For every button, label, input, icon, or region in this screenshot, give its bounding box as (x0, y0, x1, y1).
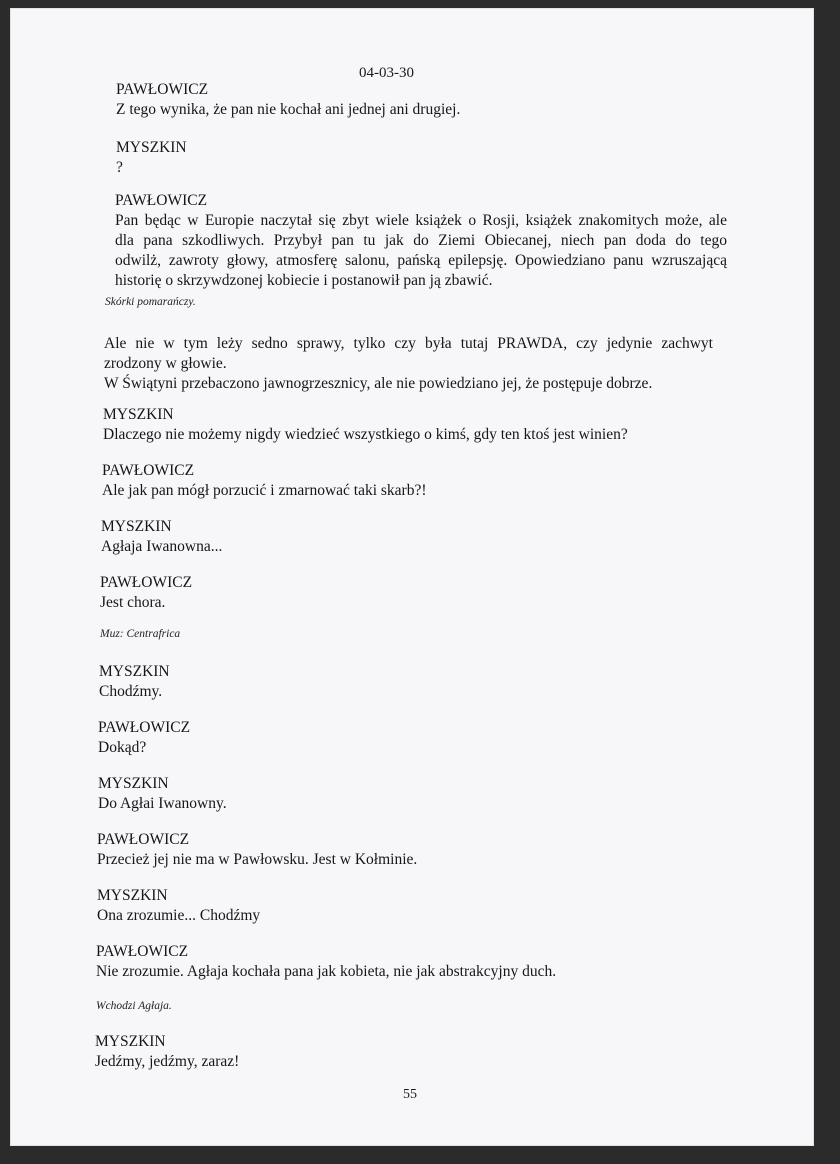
dialogue-block (98, 718, 190, 758)
speaker-name: PAWŁOWICZ (98, 719, 191, 736)
dialogue-line: Do Agłai Iwanowny. (98, 795, 227, 812)
dialogue-line: Z tego wynika, że pan nie kochał ani jednej ani drugiej. (116, 101, 461, 118)
dialogue-line: Jedźmy, jedźmy, zaraz! (95, 1053, 240, 1070)
dialogue-line: odwilż, zawroty głowy, atmosferę salonu, pańską epilepsję. Opowiedziano panu wzruszającą (115, 252, 727, 269)
dialogue-block (97, 886, 260, 926)
dialogue-line: W Świątyni przebaczono jawnogrzesznicy, ale nie powiedziano jej, że postępuje dobrze. (104, 375, 653, 392)
speaker-name: PAWŁOWICZ (96, 943, 189, 960)
dialogue-block (115, 191, 727, 291)
speaker-name: PAWŁOWICZ (102, 462, 195, 479)
speaker-name: PAWŁOWICZ (115, 192, 208, 209)
header-date: 04-03-30 (359, 65, 414, 81)
dialogue-block (95, 1032, 239, 1072)
speaker-name: MYSZKIN (116, 139, 187, 156)
dialogue-line: Dlaczego nie możemy nigdy wiedzieć wszystkiego o kimś, gdy ten ktoś jest winien? (103, 426, 628, 443)
speaker-name: MYSZKIN (98, 775, 169, 792)
dialogue-block (116, 138, 187, 178)
dialogue-block (103, 405, 628, 445)
dialogue-line: Ona zrozumie... Chodźmy (97, 907, 261, 924)
speaker-name: MYSZKIN (99, 663, 170, 680)
dialogue-block (102, 461, 427, 501)
speaker-name: PAWŁOWICZ (97, 831, 190, 848)
document-page (10, 8, 814, 1146)
speaker-name: PAWŁOWICZ (116, 81, 209, 98)
dialogue-line: dla pana szkodliwych. Przybył pan tu jak do Ziemi Obiecanej, niech pan doda do tego (115, 232, 727, 249)
dialogue-line: Ale jak pan mógł porzucić i zmarnować taki skarb?! (102, 482, 427, 499)
dialogue-line: ? (116, 159, 123, 176)
dialogue-block (99, 662, 170, 702)
dialogue-block (98, 774, 227, 814)
dialogue-line: zrodzony w głowie. (104, 355, 227, 372)
dialogue-line: Pan będąc w Europie naczytał się zbyt wiele książek o Rosji, książek znakomitych może, ale (115, 212, 727, 229)
dialogue-line: Jest chora. (100, 594, 166, 611)
stage-direction: Wchodzi Agłaja. (96, 1000, 172, 1012)
page-number: 55 (403, 1087, 417, 1102)
dialogue-line: Nie zrozumie. Agłaja kochała pana jak kobieta, nie jak abstrakcyjny duch. (96, 963, 557, 980)
dialogue-line: Dokąd? (98, 739, 147, 756)
stage-direction: Muz: Centrafrica (100, 628, 181, 640)
dialogue-block (116, 80, 460, 120)
dialogue-line: Przecież jej nie ma w Pawłowsku. Jest w Kołminie. (97, 851, 418, 868)
dialogue-block (96, 942, 556, 982)
stage-direction: Skórki pomarańczy. (105, 296, 196, 308)
speaker-name: MYSZKIN (95, 1033, 166, 1050)
dialogue-line: historię o skrzywdzonej kobiecie i postanowił pan ją zbawić. (115, 272, 493, 289)
dialogue-block (104, 334, 713, 394)
speaker-name: PAWŁOWICZ (100, 574, 193, 591)
speaker-name: MYSZKIN (103, 406, 174, 423)
dialogue-block (101, 517, 222, 557)
dialogue-block (100, 573, 192, 613)
dialogue-line: Ale nie w tym leży sedno sprawy, tylko czy była tutaj PRAWDA, czy jedynie zachwyt (104, 335, 713, 352)
speaker-name: MYSZKIN (97, 887, 168, 904)
speaker-name: MYSZKIN (101, 518, 172, 535)
dialogue-block (97, 830, 417, 870)
dialogue-line: Chodźmy. (99, 683, 163, 700)
dialogue-line: Agłaja Iwanowna... (101, 538, 223, 555)
